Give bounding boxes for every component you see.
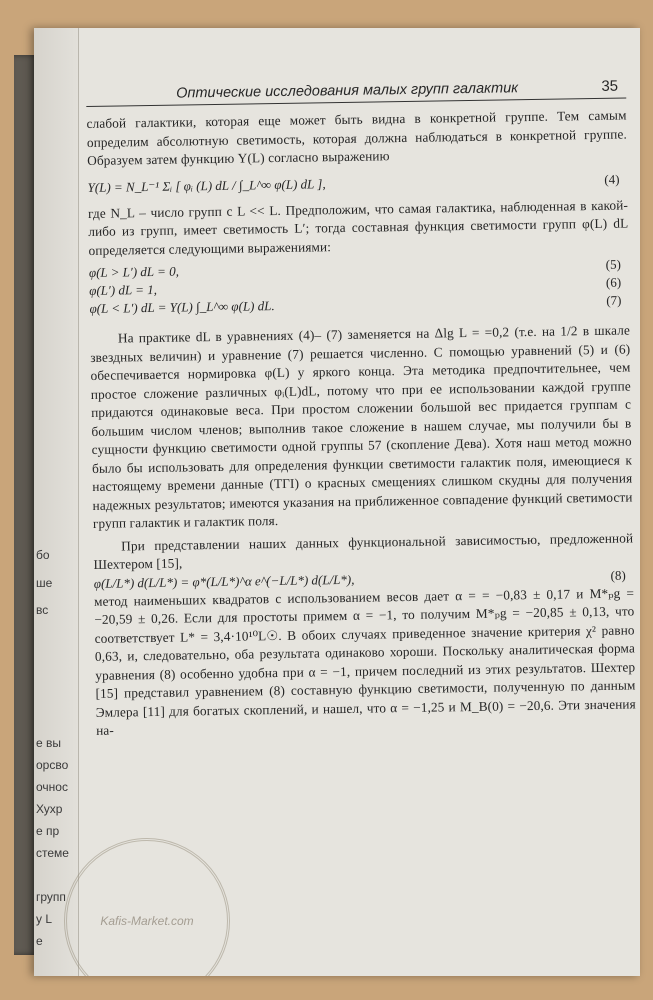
paragraph-5: метод наименьших квадратов с использованием весов дает α = = −0,83 ± 0,17 и M*ₚg = −20,59 ± 0,26. Если для простоты примем α = −1, то получим M*ₚg = −20,85 ± 0,13, что соответствует L* = 3,4·10¹⁰L☉. В обоих случаях приведенное значение критерия χ² равно 0,63, и, следовательно, оба результата одинаково хороши. Поскольку аналитическая форма уравнения (8) особенно удобна при α = −1, причем последний из этих результатов. Шехтер [15] представил уравнением (8) составную функцию светимости, полученную по данным Эмлера [11] для богатых скоплений, и нашел, что α = −1,25 и M_B(0) = −20,6. Эти значения на- (93, 584, 636, 738)
paragraph-2: где N_L – число групп с L << L. Предположим, что самая галактика, наблюденная в какой-либо из групп, имеет светимость L′; тогда составная функция светимости групп φ(L) dL определяется следующими выражениями: (87, 197, 629, 258)
left-page-edge (34, 28, 79, 976)
equation-6-number: (6) (605, 274, 622, 290)
left-fragment: е пр (36, 824, 60, 838)
equation-5-text: φ(L > L′) dL = 0, (88, 263, 180, 280)
left-fragment: е (36, 934, 43, 948)
equation-8-number: (8) (610, 567, 626, 583)
left-fragment: у L (36, 912, 53, 926)
left-fragment: вс (36, 603, 49, 617)
left-fragment: групп (36, 890, 66, 904)
equation-4-number: (4) (604, 171, 620, 187)
equation-5-number: (5) (605, 256, 621, 272)
equation-7-number: (7) (606, 292, 622, 308)
watermark-text: Kafis-Market.com (100, 914, 194, 928)
equation-7-text: φ(L < L′) dL = Υ(L) ∫_L^∞ φ(L) dL. (89, 298, 275, 316)
left-fragment: бо (36, 548, 50, 562)
left-fragment: Хухр (36, 802, 63, 816)
equation-8-text: φ(L/L*) d(L/L*) = φ*(L/L*)^α e^(−L/L*) d(L/L*), (93, 571, 355, 591)
left-fragment: ше (36, 576, 53, 590)
paragraph-3: На практике dL в уравнениях (4)– (7) заменяется на Δlg L = =0,2 (т.е. на 1/2 в шкале звездных величин) и уравнение (7) решается численно. С помощью уравнений (5) и (6) обеспечивается нормировка φ(L) у яркого конца. Эта методика предпочтительнее, чем простое сложение различных φᵢ(L)dL, потому что при ее использовании каждой группе придаются одинаковые веса. При простом сложении большой вес придается группам с большим числом членов; выполнив такое сложение в нашем случае, мы получили бы в сущности функцию светимости одной группы 57 (скопление Дева). Хотя наш метод можно было бы использовать для определения функции светимости галактик поля, имеющиеся к настоящему времени данные (ТГI) о красных смещениях слишком скудны для получения надежных результатов; имеются указания на приближенное совпадение функций светимости групп галактик и галактик поля. (90, 322, 633, 531)
equation-6-text: φ(L′) dL = 1, (89, 281, 158, 298)
left-fragment: стеме (36, 846, 69, 860)
paragraph-1: слабой галактики, которая еще может быть видна в конкретной группе. Тем самым определим абсолютную светимость, которая должна наблюдаться в конкретной группе. Образуем затем функцию Υ(L) согласно выражению (86, 107, 627, 168)
paragraph-4: При представлении наших данных функциональной зависимостью, предложенной Шехтером [15], (93, 529, 634, 572)
watermark-stamp (64, 838, 230, 976)
page-number: 35 (601, 77, 619, 95)
left-fragment: е вы (36, 736, 62, 750)
left-fragment: очнос (36, 780, 68, 794)
equation-4-text: Υ(L) = N_L⁻¹ Σᵢ [ φᵢ (L) dL / ∫_L^∞ φ(L) dL ], (87, 175, 326, 195)
running-title: Оптические исследования малых групп галактик (176, 80, 519, 102)
book-page (34, 28, 640, 976)
page-content (86, 78, 636, 741)
left-fragment: орсво (36, 758, 69, 772)
